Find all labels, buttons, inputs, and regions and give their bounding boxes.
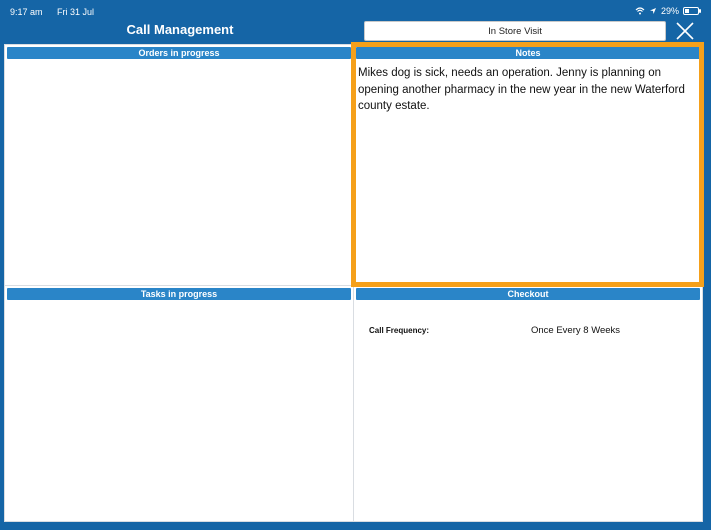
location-arrow-icon [649, 7, 657, 15]
tasks-panel [5, 286, 353, 521]
status-right [635, 6, 699, 16]
call-frequency-value[interactable]: Once Every 8 Weeks [531, 325, 621, 336]
status-left [10, 7, 106, 17]
notes-panel[interactable] [354, 45, 702, 285]
checkout-panel-header: Checkout [356, 288, 700, 300]
orders-panel-header: Orders in progress [7, 47, 351, 59]
close-icon[interactable] [674, 20, 696, 42]
notes-panel-header: Notes [356, 47, 700, 59]
battery-fill [685, 9, 689, 13]
notes-text[interactable]: Mikes dog is sick, needs an operation. Jenny is planning on opening another pharmacy in the new year in the new Waterford county estate. [358, 67, 685, 112]
visit-type-value: In Store Visit [488, 25, 542, 37]
checkout-panel [354, 286, 702, 521]
page-title: Call Management [126, 22, 234, 37]
tasks-panel-header: Tasks in progress [7, 288, 351, 300]
battery-percent: 29% [660, 6, 679, 16]
visit-type-select[interactable] [364, 21, 666, 41]
battery-icon [683, 7, 699, 15]
orders-panel [5, 45, 353, 285]
status-time: 9:17 am [10, 7, 43, 17]
wifi-icon [635, 7, 645, 15]
call-frequency-label: Call Frequency: [369, 326, 430, 335]
status-date: Fri 31 Jul [57, 7, 95, 17]
status-bar [0, 0, 711, 20]
